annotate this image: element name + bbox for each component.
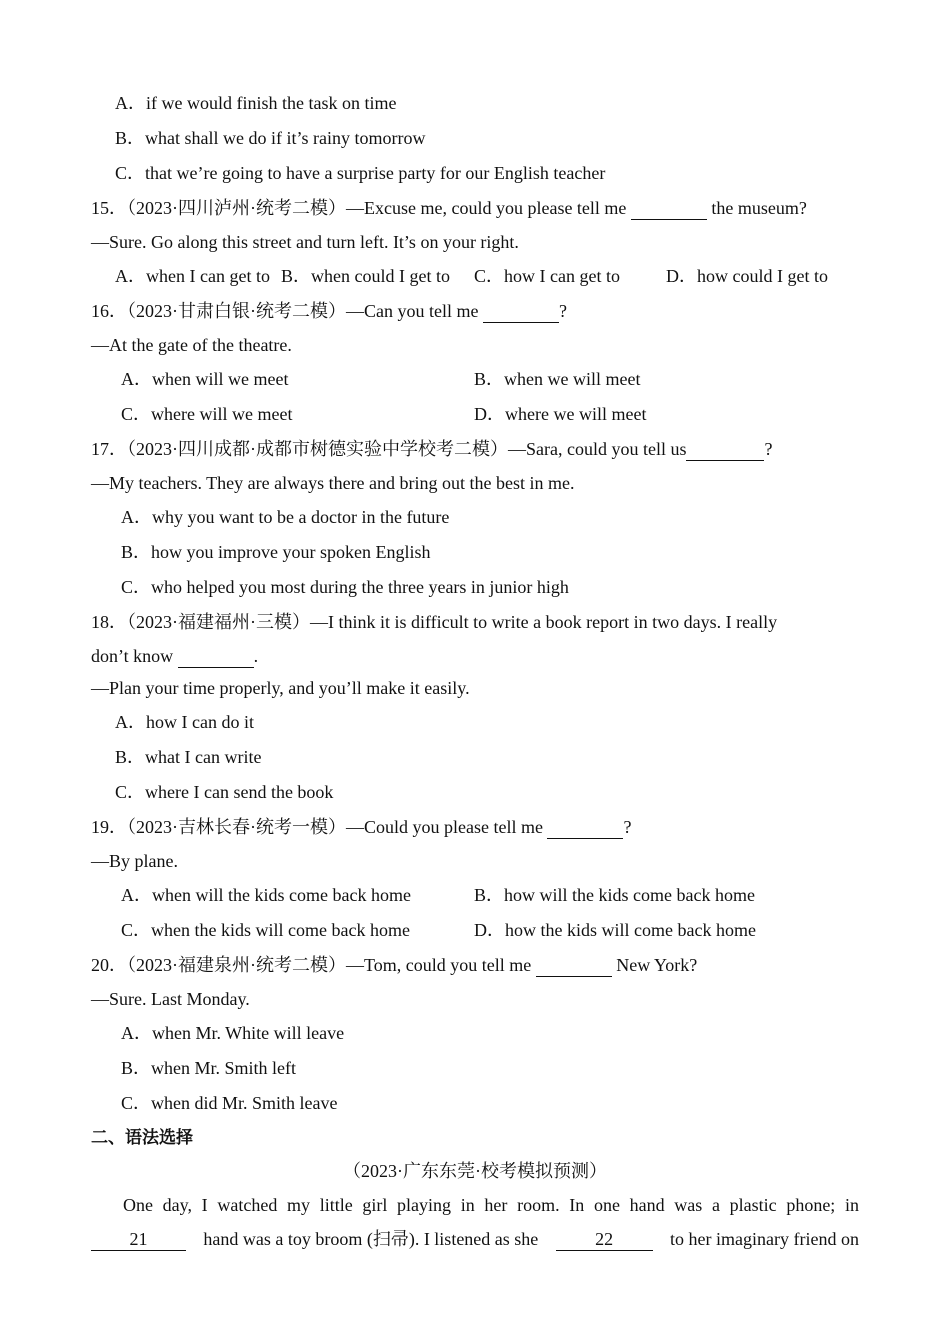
q18-option-b: B．what I can write bbox=[115, 747, 262, 767]
passage-line-2 bbox=[91, 1228, 859, 1251]
passage-source: （2023·广东东莞·校考模拟预测） bbox=[343, 1161, 607, 1181]
section-heading: 二、语法选择 bbox=[91, 1128, 193, 1148]
q16-prompt: —Can you tell me bbox=[346, 301, 479, 321]
q20-answer: —Sure. Last Monday. bbox=[91, 989, 250, 1009]
q15-source: （2023·四川泸州·统考二模） bbox=[127, 198, 346, 218]
q16-prompt-end: ? bbox=[558, 301, 567, 321]
q18-blank bbox=[178, 645, 254, 668]
q14-option-a: A．if we would finish the task on time bbox=[115, 93, 397, 113]
q19-option-d: D．how the kids will come back home bbox=[474, 920, 756, 940]
q15-option-b: B．when could I get to bbox=[281, 266, 450, 286]
q16-answer: —At the gate of the theatre. bbox=[91, 335, 292, 355]
q15-blank bbox=[631, 197, 707, 220]
q20-number: 20． bbox=[91, 955, 127, 975]
q18-option-c: C．where I can send the book bbox=[115, 782, 334, 802]
q19-prompt: —Could you please tell me bbox=[346, 817, 543, 837]
q15-answer: —Sure. Go along this street and turn left. It’s on your right. bbox=[91, 232, 519, 252]
q17-prompt-end: ? bbox=[764, 439, 773, 459]
q16-option-c: C．where will we meet bbox=[121, 404, 293, 424]
q20-option-c: C．when did Mr. Smith leave bbox=[121, 1093, 338, 1113]
q17-question bbox=[91, 438, 772, 461]
q19-answer: —By plane. bbox=[91, 851, 178, 871]
q20-source: （2023·福建泉州·统考二模） bbox=[127, 955, 346, 975]
q18-number: 18． bbox=[91, 612, 127, 632]
blank-21: 21 bbox=[91, 1228, 186, 1251]
q19-blank bbox=[547, 816, 623, 839]
q15-option-a: A．when I can get to bbox=[115, 266, 270, 286]
q18-prompt-end: . bbox=[253, 646, 259, 666]
q15-option-d: D．how could I get to bbox=[666, 266, 828, 286]
q19-number: 19． bbox=[91, 817, 127, 837]
q17-answer: —My teachers. They are always there and bring out the best in me. bbox=[91, 473, 575, 493]
q18-source: （2023·福建福州·三模） bbox=[127, 612, 310, 632]
q15-number: 15． bbox=[91, 198, 127, 218]
q18-question-line2 bbox=[91, 645, 258, 668]
q16-option-a: A．when will we meet bbox=[121, 369, 289, 389]
q15-prompt-end: the museum? bbox=[711, 198, 807, 218]
q19-option-a: A．when will the kids come back home bbox=[121, 885, 411, 905]
blank-22: 22 bbox=[556, 1228, 653, 1251]
q16-blank bbox=[483, 300, 559, 323]
q20-prompt-end: New York? bbox=[616, 955, 698, 975]
q17-prompt: —Sara, could you tell us bbox=[508, 439, 687, 459]
q16-option-d: D．where we will meet bbox=[474, 404, 647, 424]
q16-question bbox=[91, 300, 567, 323]
q20-option-a: A．when Mr. White will leave bbox=[121, 1023, 345, 1043]
q20-option-b: B．when Mr. Smith left bbox=[121, 1058, 296, 1078]
q17-option-b: B．how you improve your spoken English bbox=[121, 542, 431, 562]
q20-question bbox=[91, 954, 697, 977]
q18-question bbox=[91, 611, 777, 633]
q18-option-a: A．how I can do it bbox=[115, 712, 254, 732]
q19-question bbox=[91, 816, 631, 839]
passage-text-a: hand was a toy broom (扫帚). I listened as she bbox=[203, 1229, 539, 1249]
q20-prompt: —Tom, could you tell me bbox=[346, 955, 532, 975]
q17-blank bbox=[686, 438, 764, 461]
passage-text-b: to her imaginary friend on bbox=[670, 1229, 859, 1249]
q16-number: 16． bbox=[91, 301, 127, 321]
q15-question bbox=[91, 197, 807, 220]
q16-source: （2023·甘肃白银·统考二模） bbox=[127, 301, 346, 321]
q20-blank bbox=[536, 954, 612, 977]
q18-prompt-cont: don’t know bbox=[91, 646, 174, 666]
q19-option-b: B．how will the kids come back home bbox=[474, 885, 755, 905]
q18-answer: —Plan your time properly, and you’ll make it easily. bbox=[91, 678, 470, 698]
q18-prompt: —I think it is difficult to write a book report in two days. I really bbox=[310, 612, 778, 632]
q19-source: （2023·吉林长春·统考一模） bbox=[127, 817, 346, 837]
q14-option-c: C．that we’re going to have a surprise party for our English teacher bbox=[115, 163, 606, 183]
q17-source: （2023·四川成都·成都市树德实验中学校考二模） bbox=[127, 439, 508, 459]
q15-option-c: C．how I can get to bbox=[474, 266, 620, 286]
q16-option-b: B．when we will meet bbox=[474, 369, 641, 389]
q14-option-b: B．what shall we do if it’s rainy tomorrow bbox=[115, 128, 426, 148]
q17-option-a: A．why you want to be a doctor in the future bbox=[121, 507, 450, 527]
q19-option-c: C．when the kids will come back home bbox=[121, 920, 410, 940]
passage-line-1: One day, I watched my little girl playing in her room. In one hand was a plastic phone; in bbox=[123, 1195, 859, 1215]
q19-prompt-end: ? bbox=[623, 817, 632, 837]
q17-option-c: C．who helped you most during the three years in junior high bbox=[121, 577, 569, 597]
q15-prompt: —Excuse me, could you please tell me bbox=[346, 198, 627, 218]
q17-number: 17． bbox=[91, 439, 127, 459]
